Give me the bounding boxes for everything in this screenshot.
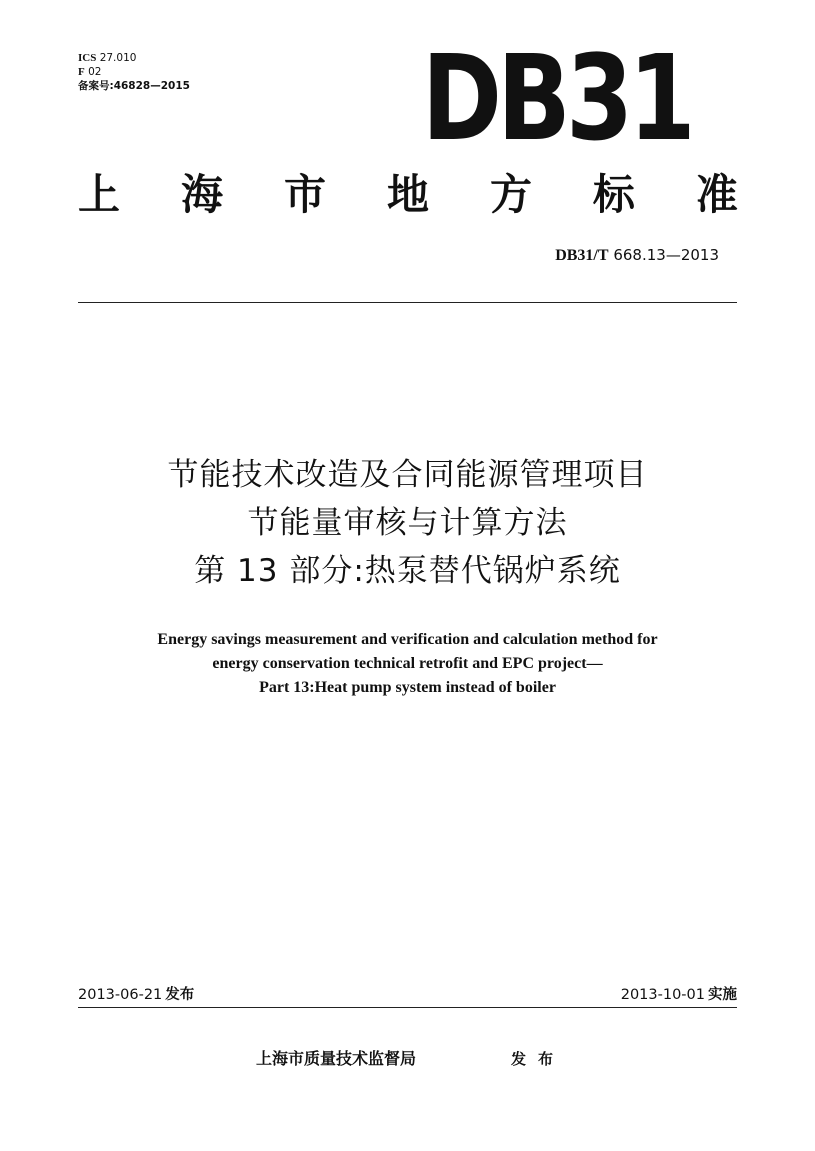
- title-en-line-1: Energy savings measurement and verification and calculation method for: [157, 631, 658, 648]
- f-label: F: [78, 66, 85, 78]
- category-char: 上: [78, 170, 121, 219]
- standard-number: [555, 246, 719, 265]
- implementation-date: [621, 983, 737, 1004]
- publish-action: 发布: [511, 1050, 566, 1068]
- standard-number-value: 668.13—2013: [613, 246, 719, 264]
- record-number: 备案号:46828—2015: [78, 80, 190, 92]
- ics-label: ICS: [78, 52, 97, 64]
- category-char: 市: [283, 170, 326, 219]
- implementation-word: 实施: [708, 987, 737, 1003]
- ics-code: [78, 52, 136, 64]
- title-cn-line-2: 节能量审核与计算方法: [247, 505, 568, 541]
- ics-value: 27.010: [99, 52, 137, 64]
- db31-logo-text: DB31: [421, 29, 691, 167]
- f-value: 02: [88, 66, 102, 78]
- db31-logo: [421, 29, 691, 167]
- category-char: 准: [695, 170, 738, 219]
- category-char: 海: [180, 170, 223, 219]
- classification-code: [78, 66, 101, 78]
- title-en-line-2: energy conservation technical retrofit and EPC project—: [212, 655, 603, 672]
- standard-number-prefix: DB31/T: [555, 247, 609, 264]
- title-cn-line-1: 节能技术改造及合同能源管理项目: [167, 457, 648, 493]
- issue-date-value: 2013-06-21: [78, 987, 163, 1003]
- bottom-divider: [78, 1007, 737, 1008]
- issue-word: 发布: [165, 987, 195, 1003]
- category-char: 方: [489, 170, 532, 219]
- implementation-date-value: 2013-10-01: [620, 987, 705, 1003]
- publisher-name: 上海市质量技术监督局: [256, 1049, 417, 1068]
- category-char: 标: [592, 170, 635, 219]
- title-en-line-3: Part 13:Heat pump system instead of boiler: [259, 679, 556, 696]
- top-divider: [78, 302, 737, 303]
- category-char: 地: [386, 170, 429, 219]
- title-cn-line-3: 第 13 部分:热泵替代锅炉系统: [194, 553, 621, 589]
- issue-date: [78, 983, 194, 1004]
- standard-category: [78, 162, 738, 222]
